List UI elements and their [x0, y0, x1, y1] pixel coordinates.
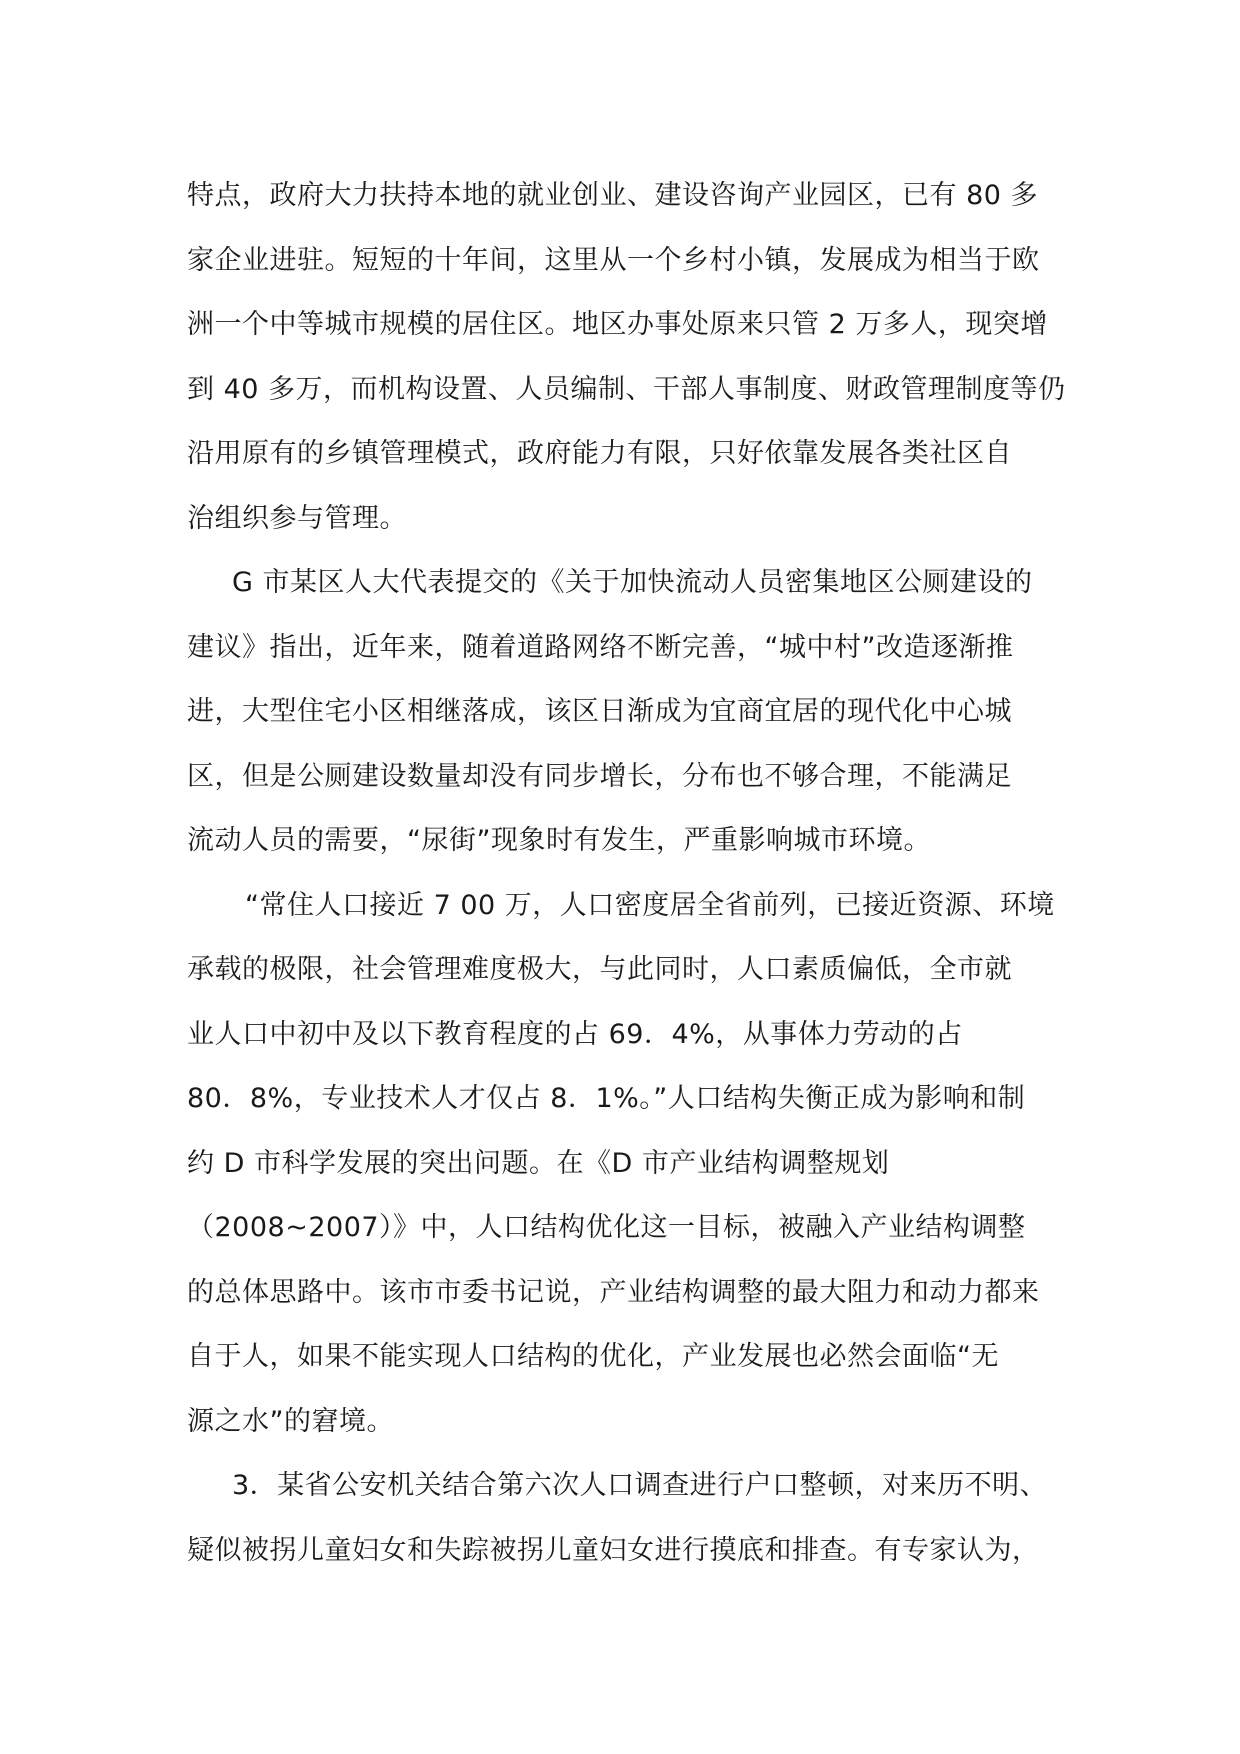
text-line: 流动人员的需要，“尿街”现象时有发生，严重影响城市环境。	[187, 825, 931, 856]
paragraph-start-line: “常住人口接近 7 00 万，人口密度居全省前列，已接近资源、环境	[245, 889, 1055, 921]
text-line: 业人口中初中及以下教育程度的占 69．4%，从事体力劳动的占	[187, 1018, 963, 1050]
paragraph-start-line: G 市某区人大代表提交的《关于加快流动人员密集地区公厕建设的	[232, 567, 1033, 598]
text-line: 洲一个中等城市规模的居住区。地区办事处原来只管 2 万多人，现突增	[187, 309, 1048, 340]
text-line: 自于人，如果不能实现人口结构的优化，产业发展也必然会面临“无	[187, 1341, 999, 1372]
text-line: 80．8%，专业技术人才仅占 8．1%。”人口结构失衡正成为影响和制	[187, 1083, 1026, 1114]
text-line: 到 40 多万，而机构设置、人员编制、干部人事制度、财政管理制度等仍	[187, 373, 1066, 405]
text-line: 特点，政府大力扶持本地的就业创业、建设咨询产业园区，已有 80 多	[187, 180, 1039, 211]
text-line: 建议》指出，近年来，随着道路网络不断完善，“城中村”改造逐渐推	[187, 631, 1014, 663]
text-line: （2008~2007）》中，人口结构优化这一目标，被融入产业结构调整	[187, 1212, 1026, 1243]
text-line: 疑似被拐儿童妇女和失踪被拐儿童妇女进行摸底和排查。有专家认为，	[187, 1534, 1040, 1566]
text-line: 沿用原有的乡镇管理模式，政府能力有限，只好依靠发展各类社区自	[187, 438, 1012, 469]
text-line: 治组织参与管理。	[187, 502, 407, 534]
text-line: 区，但是公厕建设数量却没有同步增长，分布也不够合理，不能满足	[187, 760, 1012, 792]
text-line: 进，大型住宅小区相继落成，该区日渐成为宜商宜居的现代化中心城	[187, 696, 1012, 727]
text-line: 源之水”的窘境。	[187, 1405, 394, 1437]
text-line: 家企业进驻。短短的十年间，这里从一个乡村小镇，发展成为相当于欧	[187, 244, 1040, 276]
text-line: 的总体思路中。该市市委书记说，产业结构调整的最大阻力和动力都来	[187, 1276, 1040, 1308]
body-text	[187, 164, 1066, 1583]
text-line: 约 D 市科学发展的突出问题。在《D 市产业结构调整规划	[187, 1147, 890, 1179]
paragraph-start-line: 3．某省公安机关结合第六次人口调查进行户口整顿，对来历不明、	[232, 1470, 1048, 1501]
text-line: 承载的极限，社会管理难度极大，与此同时，人口素质偏低，全市就	[187, 954, 1012, 985]
